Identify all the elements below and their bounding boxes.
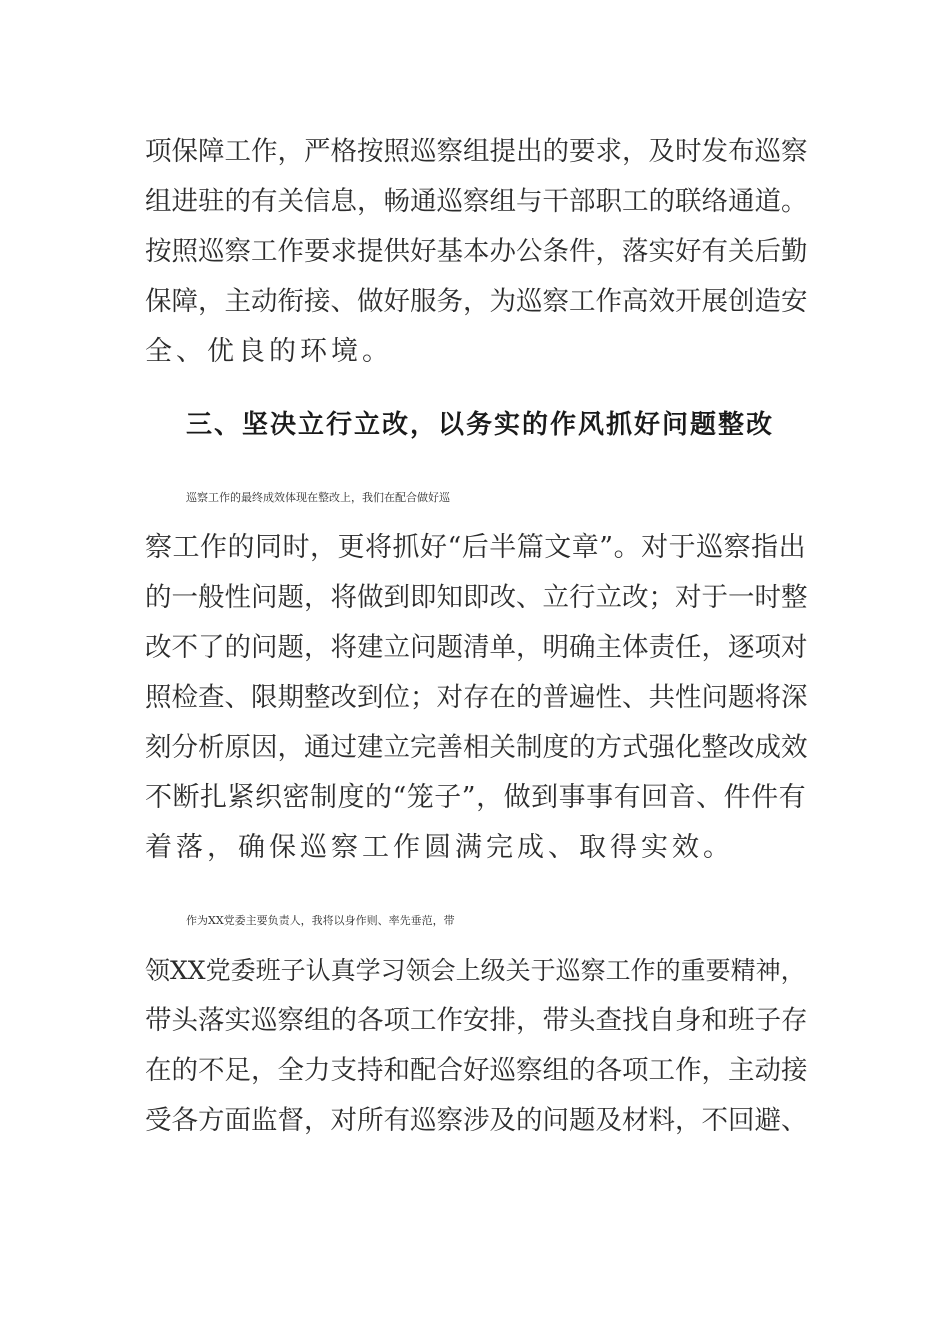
paragraph-1-line-4: 保障，主动衔接、做好服务，为巡察工作高效开展创造安	[145, 286, 808, 317]
paragraph-2-line-5: 照检查、限期整改到位；对存在的普遍性、共性问题将深	[145, 682, 808, 713]
section-heading-3: 三、坚决立行立改，以务实的作风抓好问题整改	[186, 410, 775, 440]
paragraph-2-line-2: 察工作的同时，更将抓好“后半篇文章”。对于巡察指出	[145, 532, 807, 563]
paragraph-2-line-8: 着落，确保巡察工作圆满完成、取得实效。	[145, 832, 734, 863]
paragraph-2-line-1: 巡察工作的最终成效体现在整改上，我们在配合做好巡	[186, 491, 450, 504]
paragraph-2-line-4: 改不了的问题，将建立问题清单，明确主体责任，逐项对	[145, 632, 808, 663]
paragraph-3-line-2: 领XX党委班子认真学习领会上级关于巡察工作的重要精神，	[145, 956, 806, 985]
paragraph-3-line-1: 作为XX党委主要负责人，我将以身作则、率先垂范，带	[186, 914, 455, 927]
paragraph-1-line-1: 项保障工作，严格按照巡察组提出的要求，及时发布巡察	[145, 136, 808, 167]
paragraph-1-line-5: 全、优良的环境。	[145, 336, 393, 367]
paragraph-2-line-3: 的一般性问题，将做到即知即改、立行立改；对于一时整	[145, 582, 808, 613]
paragraph-1-line-3: 按照巡察工作要求提供好基本办公条件，落实好有关后勤	[145, 236, 808, 267]
paragraph-2-line-6: 刻分析原因，通过建立完善相关制度的方式强化整改成效	[145, 732, 808, 763]
paragraph-3-line-3: 带头落实巡察组的各项工作安排，带头查找自身和班子存	[145, 1005, 808, 1036]
paragraph-3-line-4: 在的不足，全力支持和配合好巡察组的各项工作，主动接	[145, 1055, 808, 1086]
paragraph-1-line-2: 组进驻的有关信息，畅通巡察组与干部职工的联络通道。	[145, 186, 808, 217]
paragraph-2-line-7: 不断扎紧织密制度的“笼子”，做到事事有回音、件件有	[145, 782, 807, 813]
paragraph-3-line-5: 受各方面监督，对所有巡察涉及的问题及材料，不回避、	[145, 1105, 808, 1136]
